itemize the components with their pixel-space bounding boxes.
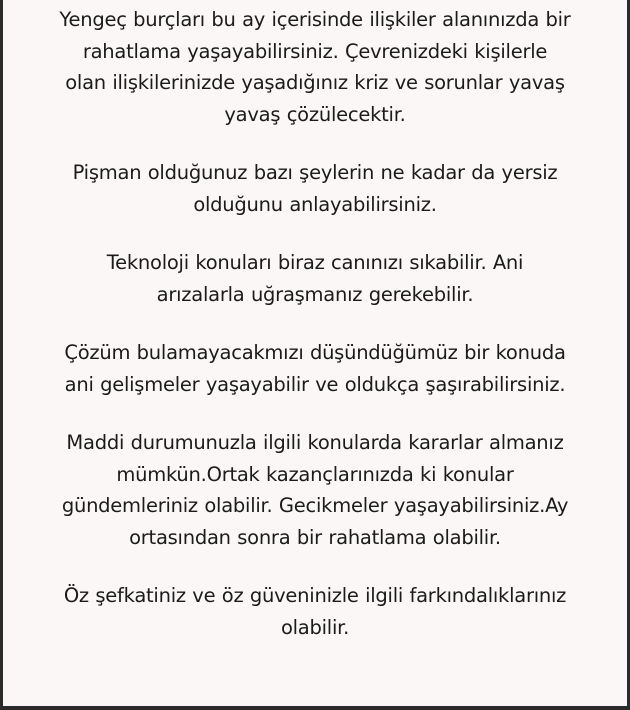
paragraph-gap [9, 553, 621, 580]
horoscope-text-card [3, 0, 627, 706]
paragraph-self-compassion: Öz şefkatiniz ve öz güveninizle ilgili farkındalıklarınız olabilir. [63, 584, 567, 639]
paragraph-gap [9, 400, 621, 427]
paragraph-gap [9, 130, 621, 157]
paragraph-finances: Maddi durumunuzla ilgili konularda kararlar almanız mümkün.Ortak kazançlarınızda ki konular gündemleriniz olabilir. Gecikmeler yaşayabilirsiniz.Ay ortasından sonra bir rahatlama olabilir. [61, 431, 569, 549]
paragraph-gap [9, 310, 621, 337]
paragraph-gap [9, 220, 621, 247]
paragraph-technology: Teknoloji konuları biraz canınızı sıkabilir. Ani arızalarla uğraşmanız gerekebilir. [106, 251, 524, 306]
paragraph-relationships: Yengeç burçları bu ay içerisinde ilişkiler alanınızda bir rahatlama yaşayabilirsiniz. Çevrenizdeki kişilerle olan ilişkilerinizde yaşadığınız kriz ve sorunlar yavaş yavaş çözülecektir. [59, 8, 571, 126]
paragraph-regret: Pişman olduğunuz bazı şeylerin ne kadar da yersiz olduğunu anlayabilirsiniz. [72, 161, 558, 216]
paragraph-developments: Çözüm bulamayacakmızı düşündüğümüz bir konuda ani gelişmeler yaşayabilir ve oldukça şaşırabilirsiniz. [64, 341, 566, 396]
